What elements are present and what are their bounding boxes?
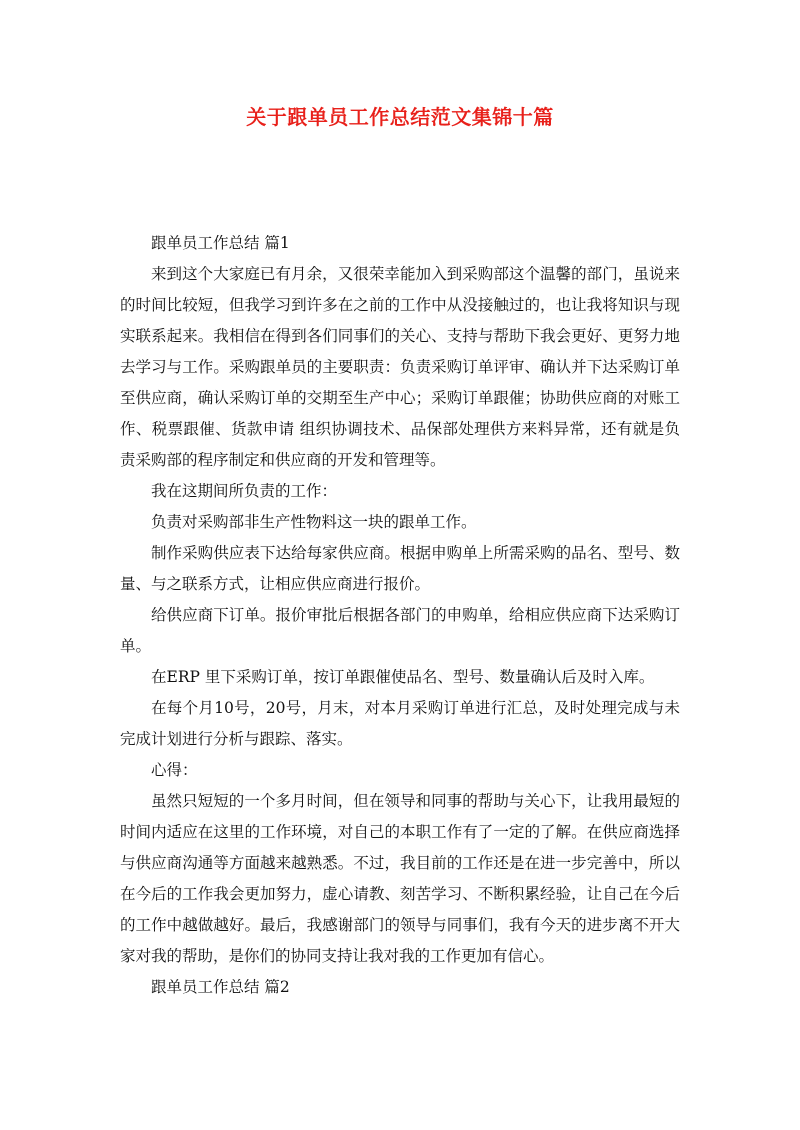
paragraph-duties-heading: 我在这期间所负责的工作： [151, 482, 338, 500]
paragraph-duty-5: 在每个月10号，20号，月末，对本月采购订单进行汇总，及时处理完成与未完成计划进行分析与跟踪、落实。 [120, 699, 680, 748]
paragraph-duty-2: 制作采购供应表下达给每家供应商。根据申购单上所需采购的品名、型号、数量、与之联系方式，让相应供应商进行报价。 [120, 544, 680, 593]
paragraph-duty-1: 负责对采购部非生产性物料这一块的跟单工作。 [151, 513, 477, 531]
paragraph-reflection: 虽然只短短的一个多月时间，但在领导和同事的帮助与关心下，让我用最短的时间内适应在这里的工作环境，对自己的本职工作有了一定的了解。在供应商选择与供应商沟通等方面越来越熟悉。不过，我目前的工作还是在进一步完善中，所以在今后的工作我会更加努力，虚心请教、刻苦学习、不断积累经验，让自己在今后的工作中越做越好。最后，我感谢部门的领导与同事们，我有今天的进步离不开大家对我的帮助，是你们的协同支持让我对我的工作更加有信心。 [120, 792, 680, 965]
paragraph-reflection-heading: 心得： [151, 761, 198, 779]
paragraph-duty-3: 给供应商下订单。报价审批后根据各部门的申购单，给相应供应商下达采购订单。 [120, 606, 680, 655]
document-body [120, 228, 680, 1003]
paragraph-duty-4: 在ERP 里下采购订单，按订单跟催使品名、型号、数量确认后及时入库。 [151, 668, 655, 686]
document-title: 关于跟单员工作总结范文集锦十篇 [246, 105, 554, 129]
section-heading-1: 跟单员工作总结 篇1 [151, 234, 290, 252]
section-heading-2: 跟单员工作总结 篇2 [151, 978, 290, 996]
paragraph-intro: 来到这个大家庭已有月余，又很荣幸能加入到采购部这个温馨的部门，虽说来的时间比较短，但我学习到许多在之前的工作中从没接触过的，也让我将知识与现实联系起来。我相信在得到各们同事们的关心、支持与帮助下我会更好、更努力地去学习与工作。采购跟单员的主要职责：负责采购订单评审、确认并下达采购订单至供应商，确认采购订单的交期至生产中心；采购订单跟催；协助供应商的对账工作、税票跟催、货款申请 组织协调技术、品保部处理供方来料异常，还有就是负责采购部的程序制定和供应商的开发和管理等。 [120, 265, 680, 469]
